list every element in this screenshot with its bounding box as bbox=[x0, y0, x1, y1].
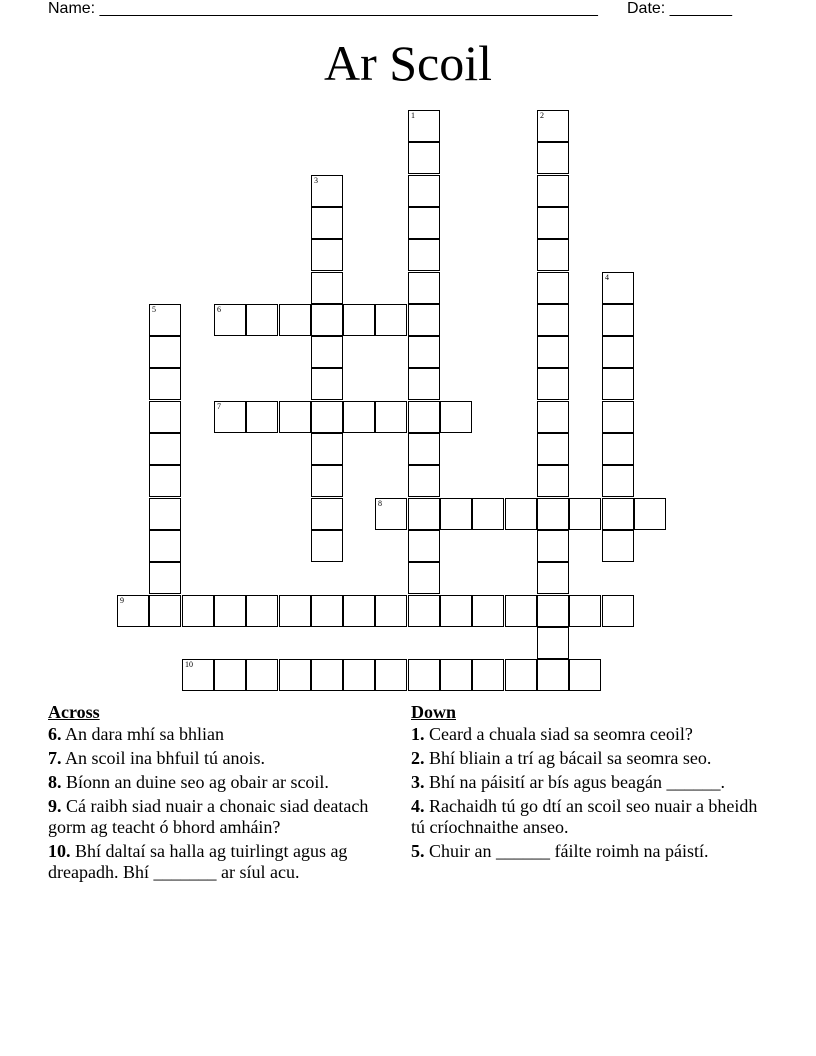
grid-cell[interactable] bbox=[311, 530, 343, 562]
grid-cell[interactable] bbox=[343, 401, 375, 433]
grid-cell[interactable] bbox=[408, 368, 440, 400]
grid-cell[interactable] bbox=[311, 401, 343, 433]
clue-number: 2. bbox=[411, 748, 425, 768]
grid-cell[interactable] bbox=[311, 304, 343, 336]
clue-number: 9. bbox=[48, 796, 62, 816]
grid-cell[interactable] bbox=[408, 304, 440, 336]
clue-text: Bhí daltaí sa halla ag tuirlingt agus ag dreapadh. Bhí _______ ar síul acu. bbox=[48, 841, 348, 882]
grid-cell[interactable] bbox=[149, 562, 181, 594]
grid-cell[interactable] bbox=[149, 368, 181, 400]
grid-cell[interactable] bbox=[117, 595, 149, 627]
grid-cell[interactable] bbox=[279, 659, 311, 691]
grid-cell[interactable] bbox=[602, 530, 634, 562]
grid-cell[interactable] bbox=[537, 433, 569, 465]
grid-cell[interactable] bbox=[537, 595, 569, 627]
grid-cell[interactable] bbox=[408, 239, 440, 271]
grid-cell[interactable] bbox=[149, 498, 181, 530]
grid-cell[interactable] bbox=[408, 401, 440, 433]
grid-cell[interactable] bbox=[602, 433, 634, 465]
grid-cell[interactable] bbox=[375, 304, 407, 336]
grid-cell[interactable] bbox=[569, 595, 601, 627]
grid-cell[interactable] bbox=[408, 498, 440, 530]
grid-cell[interactable] bbox=[537, 207, 569, 239]
clue-number: 10. bbox=[48, 841, 71, 861]
cell-number: 8 bbox=[378, 499, 382, 508]
grid-cell[interactable] bbox=[214, 401, 246, 433]
grid-cell[interactable] bbox=[537, 304, 569, 336]
grid-cell[interactable] bbox=[537, 336, 569, 368]
grid-cell[interactable] bbox=[440, 595, 472, 627]
across-clue-6 bbox=[48, 724, 398, 745]
grid-cell[interactable] bbox=[505, 659, 537, 691]
grid-cell[interactable] bbox=[343, 659, 375, 691]
grid-cell[interactable] bbox=[246, 595, 278, 627]
grid-cell[interactable] bbox=[408, 175, 440, 207]
grid-cell[interactable] bbox=[214, 595, 246, 627]
grid-cell[interactable] bbox=[311, 207, 343, 239]
grid-cell[interactable] bbox=[279, 401, 311, 433]
down-clue-4 bbox=[411, 796, 761, 838]
grid-cell[interactable] bbox=[537, 368, 569, 400]
grid-cell[interactable] bbox=[602, 304, 634, 336]
grid-cell[interactable] bbox=[375, 401, 407, 433]
grid-cell[interactable] bbox=[472, 595, 504, 627]
grid-cell[interactable] bbox=[279, 595, 311, 627]
date-line: Date: _______ bbox=[627, 0, 732, 17]
down-heading: Down bbox=[411, 702, 457, 722]
cell-number: 3 bbox=[314, 176, 318, 185]
clue-number: 1. bbox=[411, 724, 425, 744]
clue-number: 3. bbox=[411, 772, 425, 792]
grid-cell[interactable] bbox=[149, 304, 181, 336]
grid-cell[interactable] bbox=[602, 368, 634, 400]
cell-number: 5 bbox=[152, 305, 156, 314]
grid-cell[interactable] bbox=[537, 239, 569, 271]
clue-text: Bíonn an duine seo ag obair ar scoil. bbox=[61, 772, 329, 792]
cell-number: 4 bbox=[605, 273, 609, 282]
grid-cell[interactable] bbox=[602, 465, 634, 497]
grid-cell[interactable] bbox=[408, 595, 440, 627]
clue-number: 8. bbox=[48, 772, 62, 792]
grid-cell[interactable] bbox=[246, 659, 278, 691]
cell-number: 9 bbox=[120, 596, 124, 605]
cell-number: 10 bbox=[185, 660, 193, 669]
clue-number: 4. bbox=[411, 796, 425, 816]
grid-cell[interactable] bbox=[537, 659, 569, 691]
grid-cell[interactable] bbox=[537, 498, 569, 530]
across-clue-10 bbox=[48, 841, 398, 883]
grid-cell[interactable] bbox=[408, 659, 440, 691]
clue-number: 6. bbox=[48, 724, 62, 744]
grid-cell[interactable] bbox=[149, 433, 181, 465]
grid-cell[interactable] bbox=[311, 175, 343, 207]
grid-cell[interactable] bbox=[408, 110, 440, 142]
puzzle-title: Ar Scoil bbox=[323, 35, 493, 91]
grid-cell[interactable] bbox=[408, 562, 440, 594]
clue-text: Bhí bliain a trí ag bácail sa seomra seo. bbox=[424, 748, 712, 768]
grid-cell[interactable] bbox=[149, 401, 181, 433]
name-line: Name: ________________________________________________________ bbox=[48, 0, 598, 17]
grid-cell[interactable] bbox=[602, 595, 634, 627]
grid-cell[interactable] bbox=[311, 433, 343, 465]
cell-number: 1 bbox=[411, 111, 415, 120]
grid-cell[interactable] bbox=[602, 272, 634, 304]
cell-number: 6 bbox=[217, 305, 221, 314]
grid-cell[interactable] bbox=[182, 659, 214, 691]
grid-cell[interactable] bbox=[440, 401, 472, 433]
grid-cell[interactable] bbox=[311, 498, 343, 530]
grid-cell[interactable] bbox=[408, 272, 440, 304]
grid-cell[interactable] bbox=[440, 498, 472, 530]
grid-cell[interactable] bbox=[408, 530, 440, 562]
grid-cell[interactable] bbox=[505, 595, 537, 627]
down-clue-2 bbox=[411, 748, 761, 769]
grid-cell[interactable] bbox=[537, 465, 569, 497]
clue-number: 5. bbox=[411, 841, 425, 861]
clue-text: Bhí na páisití ar bís agus beagán ______. bbox=[424, 772, 725, 792]
down-clue-3 bbox=[411, 772, 761, 793]
clue-text: Chuir an ______ fáilte roimh na páistí. bbox=[424, 841, 709, 861]
grid-cell[interactable] bbox=[311, 659, 343, 691]
clue-text: Ceard a chuala siad sa seomra ceoil? bbox=[424, 724, 693, 744]
grid-cell[interactable] bbox=[537, 562, 569, 594]
grid-cell[interactable] bbox=[279, 304, 311, 336]
clue-text: Cá raibh siad nuair a chonaic siad deatach gorm ag teacht ó bhord amháin? bbox=[48, 796, 369, 837]
across-clues bbox=[48, 702, 398, 886]
down-clue-5 bbox=[411, 841, 761, 862]
grid-cell[interactable] bbox=[472, 498, 504, 530]
grid-cell[interactable] bbox=[602, 401, 634, 433]
across-heading: Across bbox=[48, 702, 100, 722]
grid-cell[interactable] bbox=[634, 498, 666, 530]
grid-cell[interactable] bbox=[602, 498, 634, 530]
grid-cell[interactable] bbox=[311, 368, 343, 400]
across-clue-9 bbox=[48, 796, 398, 838]
grid-cell[interactable] bbox=[375, 659, 407, 691]
grid-cell[interactable] bbox=[214, 304, 246, 336]
grid-cell[interactable] bbox=[569, 659, 601, 691]
grid-cell[interactable] bbox=[343, 595, 375, 627]
clue-text: An scoil ina bhfuil tú anois. bbox=[61, 748, 265, 768]
grid-cell[interactable] bbox=[375, 498, 407, 530]
grid-cell[interactable] bbox=[246, 401, 278, 433]
grid-cell[interactable] bbox=[408, 336, 440, 368]
grid-cell[interactable] bbox=[182, 595, 214, 627]
clue-text: Rachaidh tú go dtí an scoil seo nuair a bheidh tú críochnaithe anseo. bbox=[411, 796, 758, 837]
grid-cell[interactable] bbox=[311, 465, 343, 497]
across-clue-7 bbox=[48, 748, 398, 769]
grid-cell[interactable] bbox=[537, 627, 569, 659]
grid-cell[interactable] bbox=[602, 336, 634, 368]
grid-cell[interactable] bbox=[149, 595, 181, 627]
grid-cell[interactable] bbox=[408, 465, 440, 497]
grid-cell[interactable] bbox=[311, 272, 343, 304]
grid-cell[interactable] bbox=[569, 498, 601, 530]
grid-cell[interactable] bbox=[149, 530, 181, 562]
grid-cell[interactable] bbox=[149, 465, 181, 497]
grid-cell[interactable] bbox=[311, 239, 343, 271]
grid-cell[interactable] bbox=[537, 142, 569, 174]
grid-cell[interactable] bbox=[440, 659, 472, 691]
down-clues bbox=[411, 702, 761, 865]
cell-number: 2 bbox=[540, 111, 544, 120]
cell-number: 7 bbox=[217, 402, 221, 411]
grid-cell[interactable] bbox=[343, 304, 375, 336]
clue-text: An dara mhí sa bhlian bbox=[61, 724, 224, 744]
grid-cell[interactable] bbox=[408, 433, 440, 465]
grid-cell[interactable] bbox=[375, 595, 407, 627]
grid-cell[interactable] bbox=[214, 659, 246, 691]
grid-cell[interactable] bbox=[472, 659, 504, 691]
grid-cell[interactable] bbox=[505, 498, 537, 530]
across-clue-8 bbox=[48, 772, 398, 793]
grid-cell[interactable] bbox=[311, 336, 343, 368]
grid-cell[interactable] bbox=[537, 401, 569, 433]
grid-cell[interactable] bbox=[537, 110, 569, 142]
down-clue-1 bbox=[411, 724, 761, 745]
grid-cell[interactable] bbox=[408, 142, 440, 174]
clue-number: 7. bbox=[48, 748, 62, 768]
grid-cell[interactable] bbox=[246, 304, 278, 336]
grid-cell[interactable] bbox=[408, 207, 440, 239]
grid-cell[interactable] bbox=[537, 175, 569, 207]
grid-cell[interactable] bbox=[311, 595, 343, 627]
grid-cell[interactable] bbox=[149, 336, 181, 368]
grid-cell[interactable] bbox=[537, 530, 569, 562]
grid-cell[interactable] bbox=[537, 272, 569, 304]
